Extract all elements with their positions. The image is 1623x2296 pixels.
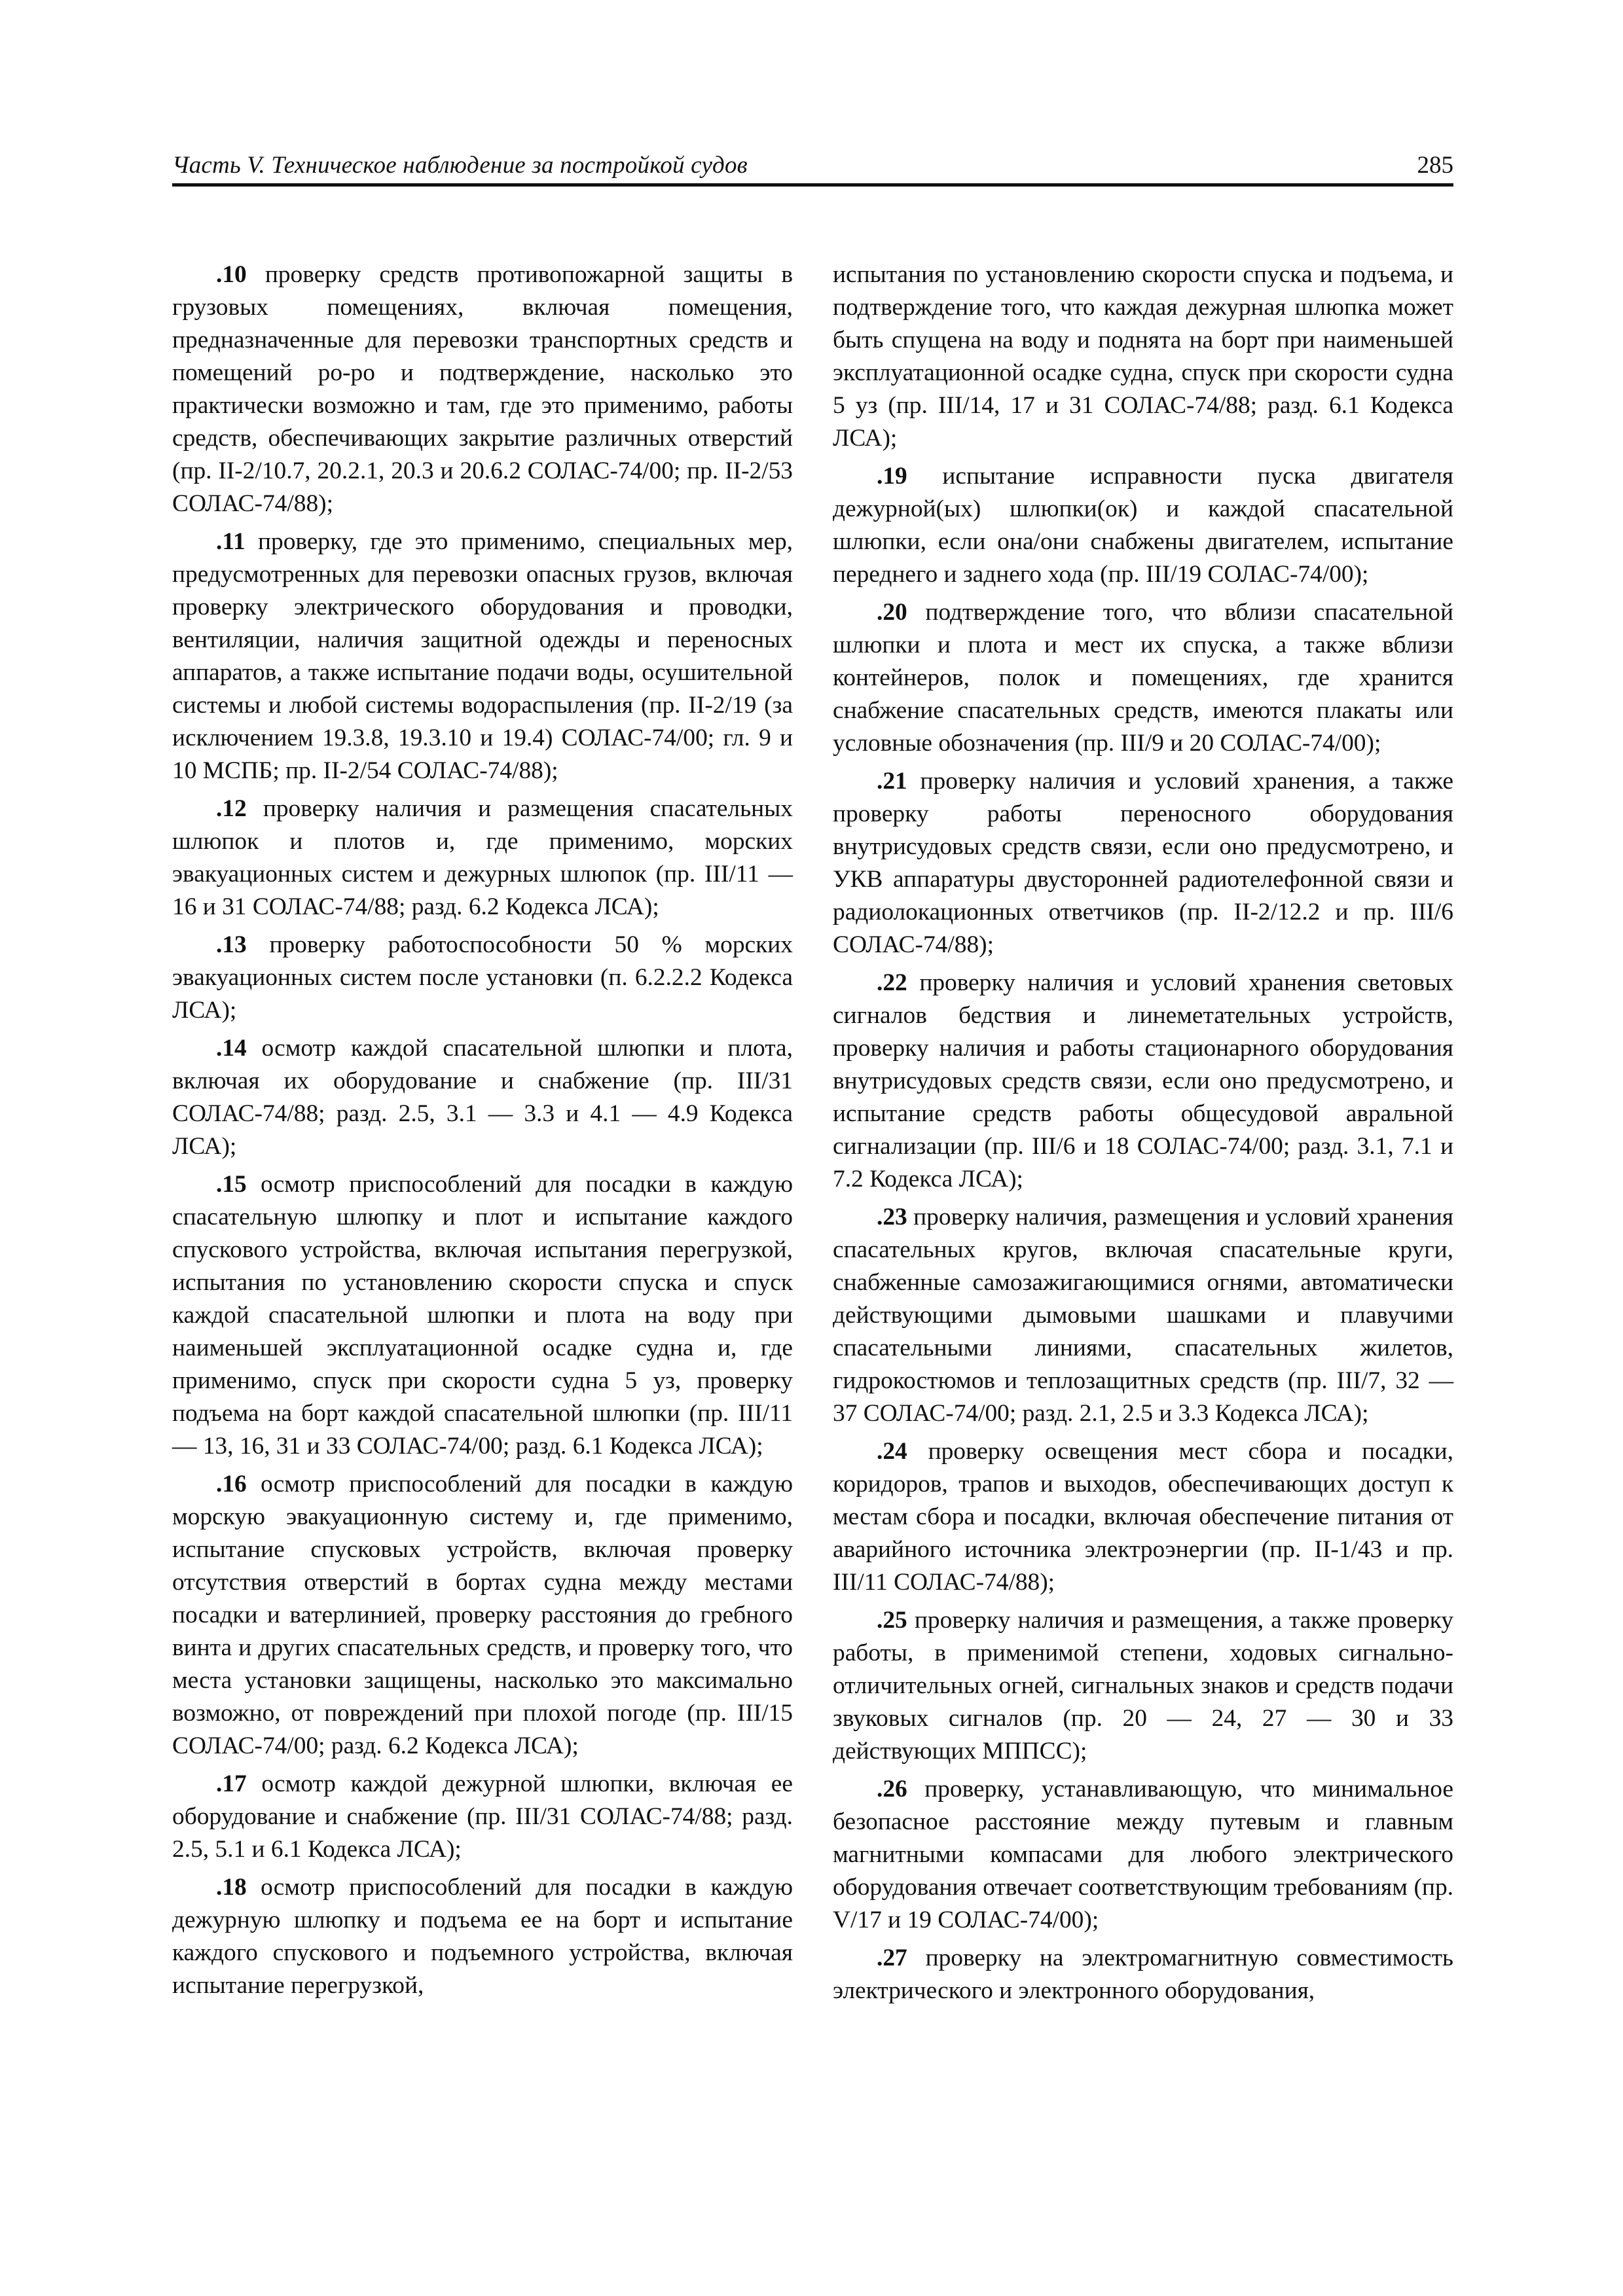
- clause-number: .13: [216, 931, 247, 958]
- clause-number: .25: [877, 1607, 907, 1634]
- clause-text: проверку, где это применимо, специальных мер, предусмотренных для перевозки опасных грузов, включая проверку электрического оборудования и проводки, вентиляции, наличия защитной одежды и переносных аппаратов, а также испытание подачи воды, осушительной системы и любой системы водораспыления (пр. II-2/19 (за исключением 19.3.8, 19.3.10 и 19.4) СОЛАС-74/00; гл. 9 и 10 МСПБ; пр. II-2/54 СОЛАС-74/88);: [172, 528, 793, 784]
- clause-number: .14: [216, 1035, 247, 1062]
- clause-23: [833, 1201, 1453, 1430]
- clause-text: осмотр приспособлений для посадки в каждую спасательную шлюпку и плот и испытание каждого спускового устройства, включая испытания перегрузкой, испытания по установлению скорости спуска и спуск каждой спасательной шлюпки и плота на воду при наименьшей эксплуатационной осадке судна и, где применимо, спуск при скорости судна 5 уз, проверку подъема на борт каждой спасательной шлюпки (пр. III/11 — 13, 16, 31 и 33 СОЛАС-74/00; разд. 6.1 Кодекса ЛСА);: [172, 1171, 793, 1460]
- clause-20: [833, 596, 1453, 760]
- clause-text: осмотр каждой спасательной шлюпки и плота, включая их оборудование и снабжение (пр. III/31 СОЛАС-74/88; разд. 2.5, 3.1 — 3.3 и 4.1 — 4.9 Кодекса ЛСА);: [172, 1035, 793, 1160]
- clause-text: подтверждение того, что вблизи спасательной шлюпки и плота и мест их спуска, а также вблизи контейнеров, полок и помещениях, где хранится снабжение спасательных средств, имеются плакаты или условные обозначения (пр. III/9 и 20 СОЛАС-74/00);: [833, 599, 1453, 757]
- clause-26: [833, 1773, 1453, 1937]
- clause-text: проверку средств противопожарной защиты в грузовых помещениях, включая помещения, предназначенные для перевозки транспортных средств и помещений ро-ро и подтверждение, насколько это практически возможно и там, где это применимо, работы средств, обеспечивающих закрытие различных отверстий (пр. II-2/10.7, 20.2.1, 20.3 и 20.6.2 СОЛАС-74/00; пр. II-2/53 СОЛАС-74/88);: [172, 261, 793, 517]
- clause-number: .11: [216, 528, 246, 555]
- clause-number: .24: [877, 1438, 907, 1465]
- clause-21: [833, 765, 1453, 961]
- clause-text: проверку наличия и размещения спасательных шлюпок и плотов и, где применимо, морских эвакуационных систем и дежурных шлюпок (пр. III/11 — 16 и 31 СОЛАС-74/88; разд. 6.2 Кодекса ЛСА);: [172, 795, 793, 920]
- clause-number: .21: [877, 768, 907, 795]
- clause-11: [172, 526, 793, 787]
- clause-number: .23: [877, 1204, 907, 1230]
- clause-text: проверку, устанавливающую, что минимальное безопасное расстояние между путевым и главным магнитными компасами для любого электрического оборудования отвечает соответствующим требованиям (пр. V/17 и 19 СОЛАС-74/00);: [833, 1776, 1453, 1933]
- clause-text: испытание исправности пуска двигателя дежурной(ых) шлюпки(ок) и каждой спасательной шлюпки, если она/они снабжены двигателем, испытание переднего и заднего хода (пр. III/19 СОЛАС-74/00);: [833, 463, 1453, 588]
- left-column: [172, 259, 793, 2002]
- clause-number: .12: [216, 795, 247, 822]
- clause-text: проверку наличия и размещения, а также проверку работы, в применимой степени, ходовых сигнально-отличительных огней, сигнальных знаков и средств подачи звуковых сигналов (пр. 20 — 24, 27 — 30 и 33 действующих МППСС);: [833, 1607, 1453, 1765]
- clause-18: [172, 1871, 793, 2002]
- clause-text: проверку наличия, размещения и условий хранения спасательных кругов, включая спасательные круги, снабженные самозажигающимися огнями, автоматически действующими дымовыми шашками и плавучими спасательными линиями, спасательных жилетов, гидрокостюмов и теплозащитных средств (пр. III/7, 32 — 37 СОЛАС-74/00; разд. 2.1, 2.5 и 3.3 Кодекса ЛСА);: [833, 1204, 1453, 1427]
- clause-number: .16: [216, 1471, 247, 1498]
- right-column: [833, 259, 1453, 2007]
- clause-24: [833, 1435, 1453, 1599]
- clause-16: [172, 1468, 793, 1763]
- clause-15: [172, 1168, 793, 1463]
- clause-number: .26: [877, 1776, 907, 1803]
- clause-text: осмотр приспособлений для посадки в каждую дежурную шлюпку и подъема ее на борт и испытание каждого спускового и подъемного устройства, включая испытание перегрузкой,: [172, 1874, 793, 1999]
- clause-number: .17: [216, 1770, 247, 1797]
- clause-27: [833, 1942, 1453, 2007]
- clause-text: проверку на электромагнитную совместимость электрического и электронного оборудования,: [833, 1945, 1453, 2004]
- clause-text: осмотр приспособлений для посадки в каждую морскую эвакуационную систему и, где применимо, испытание спусковых устройств, включая проверку отсутствия отверстий в бортах судна между местами посадки и ватерлинией, проверку расстояния до гребного винта и других спасательных средств, и проверку того, что места установки защищены, насколько это максимально возможно, от повреждений при плохой погоде (пр. III/15 СОЛАС-74/00; разд. 6.2 Кодекса ЛСА);: [172, 1471, 793, 1759]
- clause-number: .19: [877, 463, 907, 490]
- clause-number: .22: [877, 969, 907, 996]
- page-number: 285: [1417, 152, 1453, 179]
- clause-text: проверку наличия и условий хранения, а также проверку работы переносного оборудования внутрисудовых средств связи, если оно предусмотрено, и УКВ аппаратуры двусторонней радиотелефонной связи и радиолокационных ответчиков (пр. II-2/12.2 и пр. III/6 СОЛАС-74/88);: [833, 768, 1453, 958]
- clause-19: [833, 460, 1453, 591]
- clause-12: [172, 793, 793, 924]
- running-title: Часть V. Техническое наблюдение за постройкой судов: [172, 152, 748, 179]
- clause-14: [172, 1032, 793, 1163]
- clause-text: проверку освещения мест сбора и посадки, коридоров, трапов и выходов, обеспечивающих доступ к местам сбора и посадки, включая обеспечение питания от аварийного источника электроэнергии (пр. II-1/43 и пр. III/11 СОЛАС-74/88);: [833, 1438, 1453, 1596]
- clause-22: [833, 967, 1453, 1196]
- clause-text: осмотр каждой дежурной шлюпки, включая ее оборудование и снабжение (пр. III/31 СОЛАС-74/88; разд. 2.5, 5.1 и 6.1 Кодекса ЛСА);: [172, 1770, 793, 1863]
- clause-text: проверку работоспособности 50 % морских эвакуационных систем после установки (п. 6.2.2.2 Кодекса ЛСА);: [172, 931, 793, 1024]
- clause-17: [172, 1768, 793, 1866]
- clause-13: [172, 929, 793, 1027]
- clause-10: [172, 259, 793, 520]
- clause-number: .20: [877, 599, 907, 626]
- clause-number: .15: [216, 1171, 247, 1198]
- clause-number: .18: [216, 1874, 247, 1901]
- clause-text: проверку наличия и условий хранения световых сигналов бедствия и линеметательных устройств, проверку наличия и работы стационарного оборудования внутрисудовых средств связи, если оно предусмотрено, и испытание средств работы общесудовой авральной сигнализации (пр. III/6 и 18 СОЛАС-74/00; разд. 3.1, 7.1 и 7.2 Кодекса ЛСА);: [833, 969, 1453, 1193]
- clause-number: .10: [216, 261, 247, 288]
- clause-25: [833, 1604, 1453, 1768]
- clause-18-continuation: испытания по установлению скорости спуска и подъема, и подтверждение того, что каждая дежурная шлюпка может быть спущена на воду и поднята на борт при наименьшей эксплуатационной осадке судна, спуск при скорости судна 5 уз (пр. III/14, 17 и 31 СОЛАС-74/88; разд. 6.1 Кодекса ЛСА);: [833, 261, 1453, 452]
- clause-number: .27: [877, 1945, 907, 1971]
- page-header: [172, 141, 1453, 187]
